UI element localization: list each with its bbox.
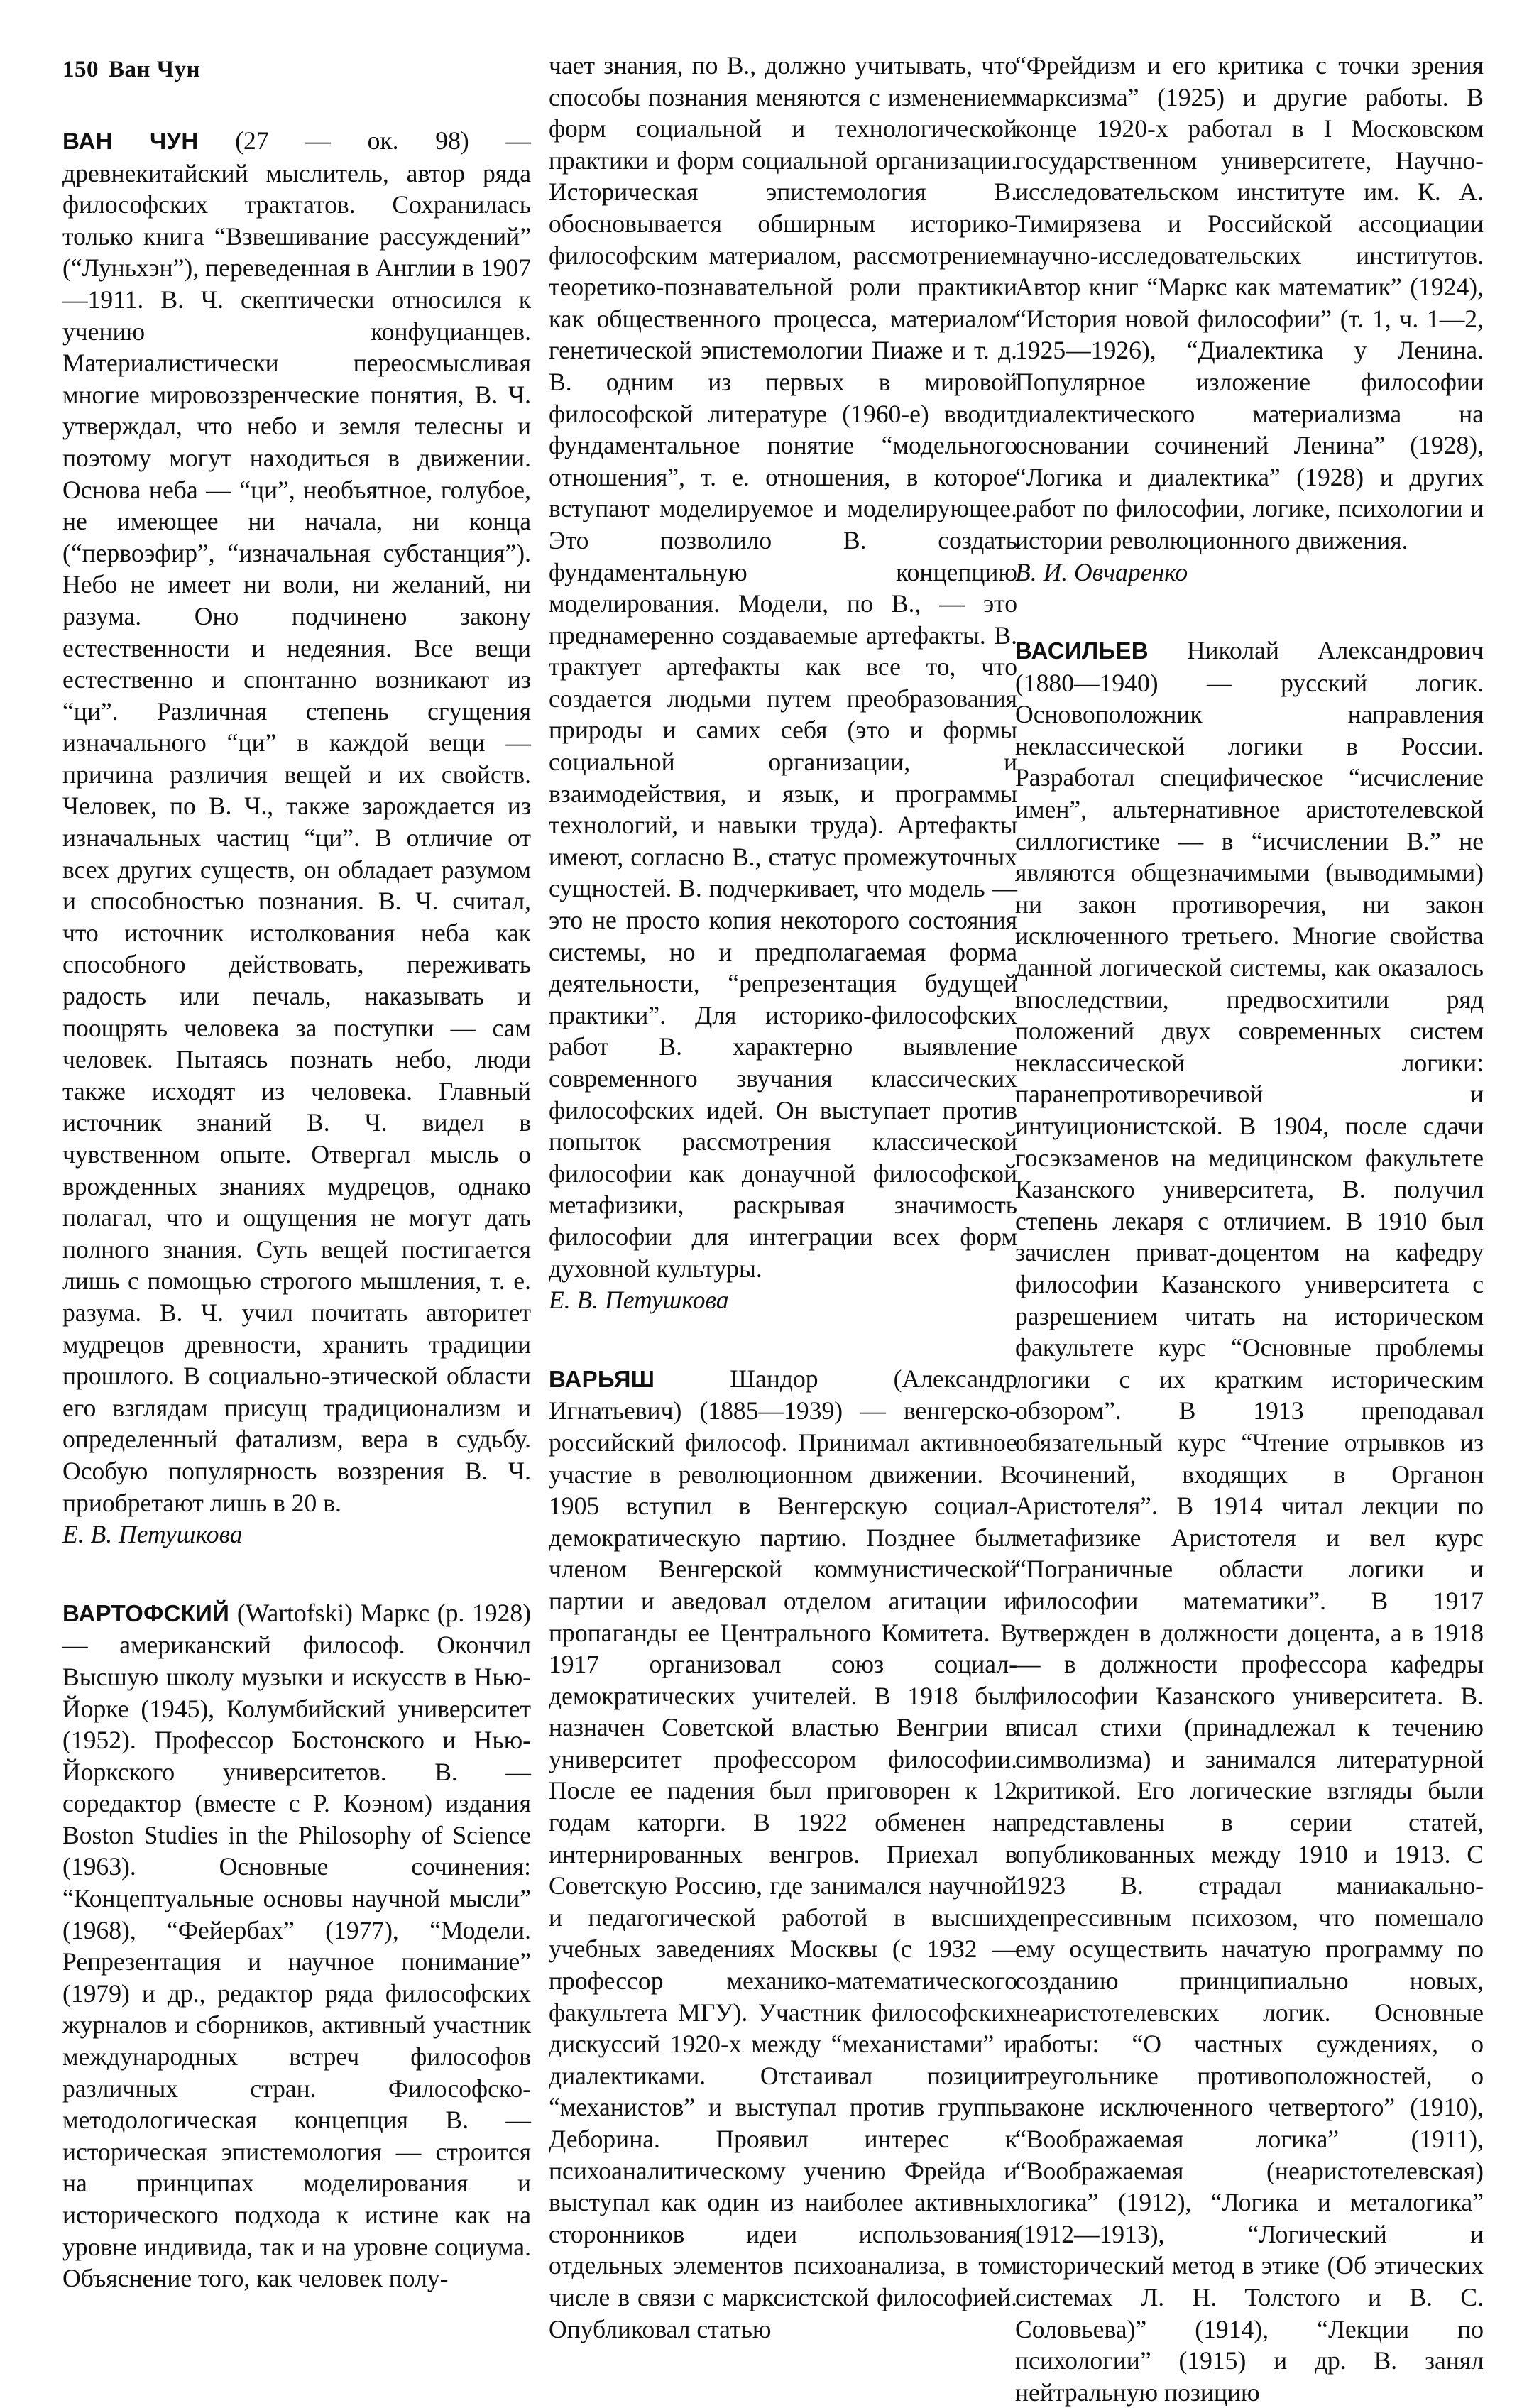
column-1 bbox=[62, 125, 531, 2294]
entry-vasiliev bbox=[1015, 635, 1484, 2408]
entry-vartofsky-cont bbox=[549, 50, 1017, 1316]
entry-body bbox=[62, 125, 531, 1518]
entry-text: (Wartofski) Маркс (р. 1928) — американский философ. Окончил Высшую школу музыки и искусств в Нью-Йорке (1945), Колумбийский университет (1952). Профессор Бостонского и Нью-Йоркского университетов. В. — соредактор (вместе с Р. Коэном) издания Boston Studies in the Philosophy of Science (1963). Основные сочинения: “Концептуальные основы научной мысли” (1968), “Фейербах” (1977), “Модели. Репрезентация и научное понимание” (1979) и др., редактор ряда философских журналов и сборников, активный участник международных встреч философов различных стран. Философско-методологическая концепция В. — историческая эпистемология — строится на принципах моделирования и исторического подхода к истине как на уровне индивида, так и на уровне социума. Объяснение того, как человек полу- bbox=[62, 1598, 531, 2293]
entry-author: Е. В. Петушкова bbox=[549, 1286, 729, 1315]
entry-text: Шандор (Александр Игнатьевич) (1885—1939) — венгерско-российский философ. Принимал активное участие в революционном движении. В 1905 вступил в Венгерскую социал-демократическую партию. Позднее был членом Венгерской коммунистической партии и аведовал отделом агитации и пропаганды ее Центрального Комитета. В 1917 организовал союз социал-демократических учителей. В 1918 был назначен Советской властью Венгрии в университет профессором философии. После ее падения был приговорен к 12 годам каторги. В 1922 обменен на интернированных венгров. Приехал в Советскую Россию, где занимался научной и педагогической работой в высших учебных заведениях Москвы (с 1932 — профессор механико-математического факультета МГУ). Участник философских дискуссий 1920-х между “механистами” и диалектиками. Отстаивал позиции “механистов” и выступал против группы Деборина. Проявил интерес к психоаналитическому учению Фрейда и выступал как один из наиболее активных сторонников идеи использования отдельных элементов психоанализа, в том числе в связи с марксистской философией. Опубликовал статью bbox=[549, 1364, 1017, 2343]
entry-headword: ВАН ЧУН bbox=[62, 128, 199, 154]
entry-text-continued: чает знания, по В., должно учитывать, что способы познания меняются с изменением форм социальной и технологической практики и форм социальной организации. Историческая эпистемология В. обосновывается обширным историко-философским материалом, рассмотрением теоретико-познавательной роли практики как общественного процесса, материалом генетической эпистемологии Пиаже и т. д. В. одним из первых в мировой философской литературе (1960-е) вводит фундаментальное понятие “модельного отношения”, т. е. отношения, в которое вступают моделируемое и моделирующее. Это позволило В. создать фундаментальную концепцию моделирования. Модели, по В., — это преднамеренно создаваемые артефакты. В. трактует артефакты как все то, что создается людьми путем преобразования природы и самих себя (это и формы социальной организации, и взаимодействия, и язык, и программы технологий, и навыки труда). Артефакты имеют, согласно В., статус промежуточных сущностей. В. подчеркивает, что модель — это не просто копия некоторого состояния системы, но и предполагаемая форма деятельности, “репрезентация будущей практики”. Для историко-философских работ В. характерно выявление современного звучания классических философских идей. Он выступает против попыток рассмотрения классической философии как донаучной философской метафизики, раскрывая значимость философии для интеграции всех форм духовной культуры. bbox=[549, 51, 1017, 1283]
entry-author: В. И. Овчаренко bbox=[1015, 557, 1188, 586]
entry-headword: ВАСИЛЬЕВ bbox=[1015, 637, 1149, 664]
running-head-title: Ван Чун bbox=[109, 57, 201, 82]
page-number: 150 bbox=[62, 57, 99, 82]
entry-headword: ВАРТОФСКИЙ bbox=[62, 1599, 230, 1626]
entry-body bbox=[1015, 635, 1484, 2408]
entry-body bbox=[62, 1597, 531, 2294]
entry-van-chun bbox=[62, 125, 531, 1550]
entry-varyash bbox=[549, 1363, 1017, 2345]
entry-headword: ВАРЬЯШ bbox=[549, 1365, 655, 1392]
entry-varyash-cont bbox=[1015, 50, 1484, 588]
entry-text: (27 — ок. 98) — древнекитайский мыслитель, автор ряда философских трактатов. Сохранилась только книга “Взвешивание рассуждений” (“Луньхэн”), переведенная в Англии в 1907—1911. В. Ч. скептически относился к учению конфуцианцев. Материалистически переосмысливая многие мировоззренческие понятия, В. Ч. утверждал, что небо и земля телесны и поэтому могут находиться в движении. Основа неба — “ци”, необъятное, голубое, не имеющее ни начала, ни конца (“первоэфир”, “изначальная субстанция”). Небо не имеет ни воли, ни желаний, ни разума. Оно подчинено закону естественности и недеяния. Все вещи естественно и спонтанно возникают из “ци”. Различная степень сгущения изначального “ци” в каждой вещи — причина различия вещей и их свойств. Человек, по В. Ч., также зарождается из изначальных частиц “ци”. В отличие от всех других существ, он обладает разумом и способностью познания. В. Ч. считал, что источник истолкования неба как способного действовать, переживать радость или печаль, наказывать и поощрять человека за поступки — сам человек. Пытаясь познать небо, люди также исходят из человека. Главный источник знаний В. Ч. видел в чувственном опыте. Отвергал мысль о врожденных знаниях мудрецов, однако полагал, что и ощущения не могут дать полного знания. Суть вещей постигается лишь с помощью строгого мышления, т. е. разума. В. Ч. учил почитать авторитет мудрецов древности, хранить традиции прошлого. В социально-этической области его взглядам присущ традиционализм и определенный фатализм, вера в судьбу. Особую популярность воззрения В. Ч. приобретают лишь в 20 в. bbox=[62, 126, 531, 1517]
entry-text: Николай Александрович (1880—1940) — русский логик. Основоположник направления неклассической логики в России. Разработал специфическое “исчисление имен”, альтернативное аристотелевской силлогистике — в “исчислении В.” не являются общезначимыми (выводимыми) ни закон противоречия, ни закон исключенного третьего. Многие свойства данной логической системы, как оказалось впоследствии, предвосхитили ряд положений двух современных систем неклассической логики: паранепротиворечивой и интуиционистской. В 1904, после сдачи госэкзаменов на медицинском факультете Казанского университета, В. получил степень лекаря с отличием. В 1910 был зачислен приват-доцентом на кафедру философии Казанского университета с разрешением читать на историческом факультете курс “Основные проблемы логики с их кратким историческим обзором”. В 1913 преподавал обязательный курс “Чтение отрывков из сочинений, входящих в Органон Аристотеля”. В 1914 читал лекции по метафизике Аристотеля и вел курс “Пограничные области логики и философии математики”. В 1917 утвержден в должности доцента, а в 1918 — в должности профессора кафедры философии Казанского университета. В. писал стихи (принадлежал к течению символизма) и занимался литературной критикой. Его логические взгляды были представлены в серии статей, опубликованных между 1910 и 1913. С 1923 В. страдал маниакально-депрессивным психозом, что помешало ему осуществить начатую программу по созданию принципиально новых, неаристотелевских логик. Основные работы: “О частных суждениях, о треугольнике противоположностей, о законе исключенного четвертого” (1910), “Воображаемая логика” (1911), “Воображаемая (неаристотелевская) логика” (1912), “Логика и металогика” (1912—1913), “Логический и исторический метод в этике (Об этических системах Л. Н. Толстого и В. С. Соловьева)” (1914), “Лекции по психологии” (1915) и др. В. занял нейтральную позицию bbox=[1015, 636, 1484, 2407]
column-3 bbox=[1015, 50, 1484, 2408]
column-2 bbox=[549, 50, 1017, 2345]
running-head bbox=[62, 57, 200, 83]
entry-text-continued: “Фрейдизм и его критика с точки зрения марксизма” (1925) и другие работы. В конце 1920-х работал в I Московском государственном университете, Научно-исследовательском институте им. К. А. Тимирязева и Российской ассоциации научно-исследовательских институтов. Автор книг “Маркс как математик” (1924), “История новой философии” (т. 1, ч. 1—2, 1925—1926), “Диалектика у Ленина. Популярное изложение философии диалектического материализма на основании сочинений Ленина” (1928), “Логика и диалектика” (1928) и других работ по философии, логике, психологии и истории революционного движения. bbox=[1015, 51, 1484, 554]
entry-body bbox=[549, 1363, 1017, 2345]
entry-author: Е. В. Петушкова bbox=[62, 1520, 243, 1549]
entry-vartofsky bbox=[62, 1597, 531, 2294]
